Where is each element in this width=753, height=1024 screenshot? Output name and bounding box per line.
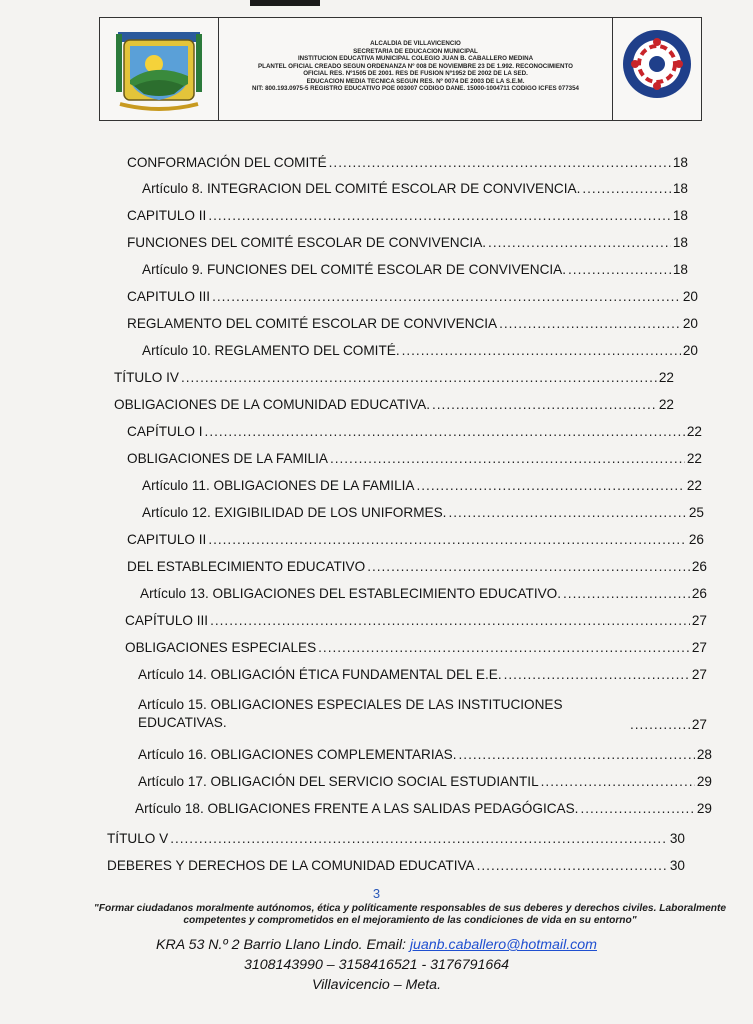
footer-address [0, 937, 753, 953]
toc-page-number: 20 [682, 316, 698, 331]
header-right-cell [612, 18, 701, 120]
toc-page-number: 18 [672, 235, 688, 250]
toc-entry-title: CONFORMACIÓN DEL COMITÉ [127, 155, 327, 170]
toc-page-number: 30 [669, 831, 685, 846]
toc-entry-title: TÍTULO V [107, 831, 169, 846]
toc-entry-title: CAPÍTULO III [125, 613, 209, 628]
toc-page-number: 30 [669, 858, 685, 873]
toc-entry-title: Artículo 14. OBLIGACIÓN ÉTICA FUNDAMENTAL DEL E.E. [138, 667, 502, 682]
toc-entry [142, 343, 698, 361]
toc-entry-title: FUNCIONES DEL COMITÉ ESCOLAR DE CONVIVENCIA. [127, 235, 487, 250]
header-line: ALCALDÍA DE VILLAVICENCIO [370, 40, 461, 47]
toc-entry [127, 155, 688, 173]
address-text: KRA 53 N.º 2 Barrio Llano Lindo. Email: [156, 937, 410, 953]
toc-entry [138, 696, 707, 732]
toc-page-number: 26 [688, 532, 704, 547]
toc-entry-title: OBLIGACIONES DE LA FAMILIA [127, 451, 328, 466]
toc-page-number: 22 [686, 424, 702, 439]
toc-entry [127, 424, 702, 442]
toc-entry-title: REGLAMENTO DEL COMITÉ ESCOLAR DE CONVIVENCIA [127, 316, 498, 331]
document-header [99, 17, 702, 121]
toc-entry-title: Artículo 18. OBLIGACIONES FRENTE A LAS SALIDAS PEDAGÓGICAS. [135, 801, 579, 816]
toc-entry-title: DEL ESTABLECIMIENTO EDUCATIVO [127, 559, 366, 574]
toc-page-number: 25 [688, 505, 704, 520]
toc-page-number: 26 [691, 586, 707, 601]
toc-entry-title: CAPITULO III [127, 289, 211, 304]
toc-entry-title: Artículo 12. EXIGIBILIDAD DE LOS UNIFORMES. [142, 505, 447, 520]
header-line: INSTITUCIÓN EDUCATIVA MUNICIPAL COLEGIO JUAN B. CABALLERO MEDINA [297, 55, 534, 62]
toc-page-number: 20 [682, 289, 698, 304]
toc-entry [142, 262, 688, 280]
toc-page-number: 27 [691, 667, 707, 682]
toc-entry-title: CAPITULO II [127, 208, 207, 223]
motto-line: competentes y comprometidos en el mejoramiento de las condiciones de vida en su entorno" [183, 915, 637, 926]
header-institution-text [218, 40, 613, 93]
toc-entry-title: CAPITULO II [127, 532, 207, 547]
toc-entry [114, 370, 674, 388]
toc-page-number: 26 [691, 559, 707, 574]
toc-entry [127, 316, 698, 334]
toc-entry [135, 801, 712, 819]
toc-entry [138, 774, 712, 792]
header-line: SECRETARIA DE EDUCACIÓN MUNICIPAL [353, 47, 478, 55]
toc-entry [138, 747, 712, 765]
header-line: EDUCACION MEDIA TECNICA SEGÚN RES. Nº 0074 DE 2003 DE LA S.E.M. [306, 77, 525, 85]
toc-entry [140, 586, 707, 604]
toc-entry [127, 235, 688, 253]
toc-page-number: 18 [672, 155, 688, 170]
toc-page-number: 18 [672, 181, 688, 196]
footer-phones: 3108143990 – 3158416521 - 3176791664 [243, 957, 510, 973]
toc-entry [125, 640, 707, 658]
toc-page-number: 22 [658, 397, 674, 412]
toc-page-number: 18 [672, 208, 688, 223]
toc-entry-title: Artículo 8. INTEGRACION DEL COMITÉ ESCOLAR DE CONVIVENCIA. [142, 181, 581, 196]
toc-entry-title: Artículo 11. OBLIGACIONES DE LA FAMILIA [142, 478, 415, 493]
toc-entry [114, 397, 674, 415]
toc-entry-title: Artículo 10. REGLAMENTO DEL COMITÉ. [142, 343, 400, 358]
toc-entry-title: Artículo 13. OBLIGACIONES DEL ESTABLECIMIENTO EDUCATIVO. [140, 586, 562, 601]
toc-entry [107, 858, 685, 876]
toc-page-number: 27 [691, 640, 707, 655]
toc-entry-title: OBLIGACIONES DE LA COMUNIDAD EDUCATIVA. [114, 397, 430, 412]
toc-entry-title: TÍTULO IV [114, 370, 179, 385]
toc-entry [125, 613, 707, 631]
header-line: OFICIAL RES. Nº1505 DE 2001. RES DE FUSION Nº1952 DE 2002 DE LA SED. [303, 70, 528, 77]
toc-page-number: 22 [686, 451, 702, 466]
header-line: NIT: 800.193.0975-5 REGISTRO EDUCATIVO POE 003007 CODIGO DANE. 15000-1004711 CODIGO ICFES 077354 [252, 85, 579, 92]
toc-page-number: 20 [682, 343, 698, 358]
toc-entry-title: OBLIGACIONES ESPECIALES [125, 640, 317, 655]
toc-entry [138, 667, 707, 685]
toc-entry [127, 532, 704, 550]
toc-entry [127, 451, 702, 469]
institution-seal-icon [621, 28, 693, 100]
toc-entry-title: Artículo 15. OBLIGACIONES ESPECIALES DE LAS INSTITUCIONES EDUCATIVAS. [138, 697, 563, 730]
toc-page-number: 27 [691, 613, 707, 628]
toc-entry [142, 478, 702, 496]
header-line: PLANTEL OFICIAL CREADO SEGÚN ORDENANZA Nº 008 DE NOVIEMBRE 23 DE 1.992. RECONOCIMIENTO [258, 62, 573, 70]
toc-entry [142, 505, 704, 523]
toc-entry-title: Artículo 9. FUNCIONES DEL COMITÉ ESCOLAR DE CONVIVENCIA. [142, 262, 567, 277]
motto-line: "Formar ciudadanos moralmente autónomos, ética y políticamente responsables de sus deberes y derechos civiles. Laboralmente [93, 903, 727, 914]
toc-page-number: 29 [696, 774, 712, 789]
toc-entry-title: Artículo 17. OBLIGACIÓN DEL SERVICIO SOCIAL ESTUDIANTIL [138, 774, 539, 789]
toc-entry-title: Artículo 16. OBLIGACIONES COMPLEMENTARIAS. [138, 747, 457, 762]
toc-entry [142, 181, 688, 199]
header-left-cell [100, 18, 219, 120]
toc-page-number: 28 [696, 747, 712, 762]
toc-page-number: 22 [686, 478, 702, 493]
page-number: 3 [372, 886, 381, 901]
toc-page-number: 27 [691, 717, 707, 732]
institution-motto [60, 903, 753, 927]
toc-page-number: 29 [696, 801, 712, 816]
toc-entry [127, 559, 707, 577]
toc-entry-title: CAPÍTULO I [127, 424, 203, 439]
footer-city: Villavicencio – Meta. [311, 977, 442, 993]
toc-entry [127, 289, 698, 307]
toc-page-number: 18 [672, 262, 688, 277]
toc-entry-title: DEBERES Y DERECHOS DE LA COMUNIDAD EDUCATIVA [107, 858, 475, 873]
toc-entry [127, 208, 688, 226]
email-link[interactable]: juanb.caballero@hotmail.com [409, 937, 597, 953]
toc-page-number: 22 [658, 370, 674, 385]
top-binding-mark [250, 0, 320, 6]
toc-entry [107, 831, 685, 849]
municipal-shield-icon [114, 24, 204, 114]
